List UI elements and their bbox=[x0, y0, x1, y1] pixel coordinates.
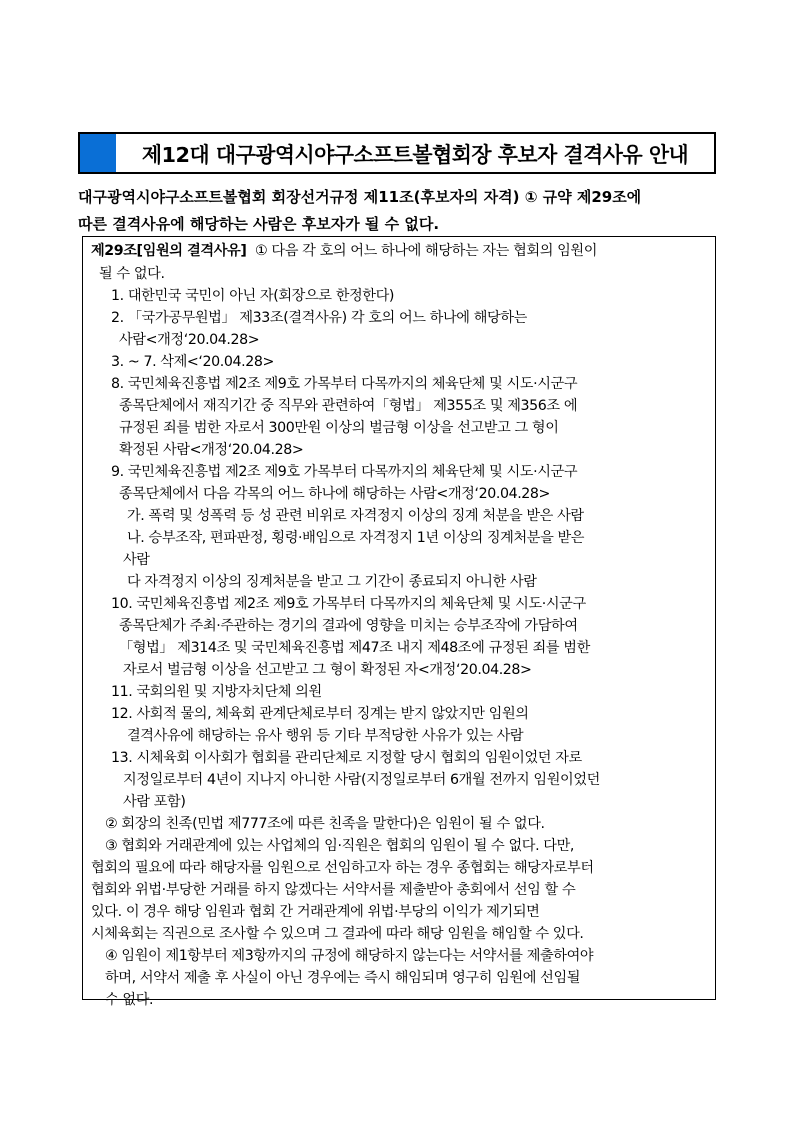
article-line: 협회의 필요에 따라 해당자를 임원으로 선임하고자 하는 경우 종협회는 해당자로부터 bbox=[91, 860, 594, 876]
page-title: 제12대 대구광역시야구소프트볼협회장 후보자 결격사유 안내 bbox=[141, 143, 689, 167]
article-line: 1. 대한민국 국민이 아닌 자(회장으로 한정한다) bbox=[111, 288, 395, 304]
article-line: 협회와 위법·부당한 거래를 하지 않겠다는 서약서를 제출받아 총회에서 선임 할 수 bbox=[91, 882, 576, 898]
article-line: 종목단체에서 다음 각목의 어느 하나에 해당하는 사람<개정‘20.04.28> bbox=[119, 486, 551, 502]
article-line: 나. 승부조작, 편파판정, 횡령·배임으로 자격정지 1년 이상의 징계처분을 받은 bbox=[127, 530, 585, 546]
article-line: 하며, 서약서 제출 후 사실이 아닌 경우에는 즉시 해임되며 영구히 임원에 선임될 bbox=[105, 970, 581, 986]
title-accent-bar bbox=[80, 134, 116, 172]
article-line: 종목단체가 주최·주관하는 경기의 결과에 영향을 미치는 승부조작에 가담하여 bbox=[119, 618, 578, 634]
article-line: 9. 국민체육진흥법 제2조 제9호 가목부터 다목까지의 체육단체 및 시도·시군구 bbox=[111, 464, 578, 480]
article-line: 다 자격정지 이상의 징계처분을 받고 그 기간이 종료되지 아니한 사람 bbox=[127, 574, 537, 590]
article-line: ② 회장의 친족(민법 제777조에 따른 친족을 말한다)은 임원이 될 수 없다. bbox=[105, 816, 545, 832]
article-line: 자로서 벌금형 이상을 선고받고 그 형이 확정된 자<개정‘20.04.28> bbox=[123, 662, 532, 678]
article-line: ④ 임원이 제1항부터 제3항까지의 규정에 해당하지 않는다는 서약서를 제출하여야 bbox=[105, 948, 594, 964]
article-heading: 제29조[임원의 결격사유] bbox=[91, 243, 247, 259]
article-line: 있다. 이 경우 해당 임원과 협회 간 거래관계에 위법·부당의 이익가 제기되면 bbox=[91, 904, 540, 920]
article-line: 규정된 죄를 범한 자로서 300만원 이상의 벌금형 이상을 선고받고 그 형이 bbox=[119, 420, 559, 436]
article-line: 13. 시체육회 이사회가 협회를 관리단체로 지정할 당시 협회의 임원이었던 자로 bbox=[111, 750, 582, 766]
article-line: ① 다음 각 호의 어느 하나에 해당하는 자는 협회의 임원이 bbox=[255, 243, 598, 259]
article-line: 될 수 없다. bbox=[99, 266, 165, 282]
article-line: 「형법」 제314조 및 국민체육진흥법 제47조 내지 제48조에 규정된 죄를 범한 bbox=[119, 640, 590, 656]
article-line: ③ 협회와 거래관계에 있는 사업체의 임·직원은 협회의 임원이 될 수 없다. 다만, bbox=[105, 838, 575, 854]
title-box bbox=[78, 132, 716, 174]
article-line: 지정일로부터 4년이 지나지 아니한 사람(지정일로부터 6개월 전까지 임원이었던 bbox=[123, 772, 600, 788]
article-line: 10. 국민체육진흥법 제2조 제9호 가목부터 다목까지의 체육단체 및 시도·시군구 bbox=[111, 596, 586, 612]
article-line: 사람 bbox=[123, 552, 150, 568]
article-line: 12. 사회적 물의, 체육회 관계단체로부터 징계는 받지 않았지만 임원의 bbox=[111, 706, 529, 722]
article-line: 8. 국민체육진흥법 제2조 제9호 가목부터 다목까지의 체육단체 및 시도·시군구 bbox=[111, 376, 578, 392]
article-line: 수 없다. bbox=[105, 992, 154, 1008]
intro-line: 따른 결격사유에 해당하는 사람은 후보자가 될 수 없다. bbox=[78, 215, 440, 233]
article-line: 3. ~ 7. 삭제<‘20.04.28> bbox=[111, 354, 274, 370]
article-line: 종목단체에서 재직기간 중 직무와 관련하여「형법」 제355조 및 제356조 에 bbox=[119, 398, 578, 414]
article-line: 사람 포함) bbox=[123, 794, 186, 810]
article-line: 2. 「국가공무원법」 제33조(결격사유) 각 호의 어느 하나에 해당하는 bbox=[111, 310, 527, 326]
article-line: 결격사유에 해당하는 유사 행위 등 기타 부적당한 사유가 있는 사람 bbox=[127, 728, 524, 744]
article-line: 가. 폭력 및 성폭력 등 성 관련 비위로 자격정지 이상의 징계 처분을 받은 사람 bbox=[127, 508, 584, 524]
article-line: 시체육회는 직권으로 조사할 수 있으며 그 결과에 따라 해당 임원을 해임할 수 있다. bbox=[91, 926, 584, 942]
article-line: 사람<개정‘20.04.28> bbox=[119, 332, 260, 348]
article-line: 확정된 사람<개정‘20.04.28> bbox=[119, 442, 304, 458]
article-line: 11. 국회의원 및 지방자치단체 의원 bbox=[111, 684, 322, 700]
intro-paragraph bbox=[78, 184, 720, 238]
article-29-box bbox=[82, 236, 716, 1008]
intro-line: 대구광역시야구소프트볼협회 회장선거규정 제11조(후보자의 자격) ① 규약 제29조에 bbox=[78, 188, 642, 206]
